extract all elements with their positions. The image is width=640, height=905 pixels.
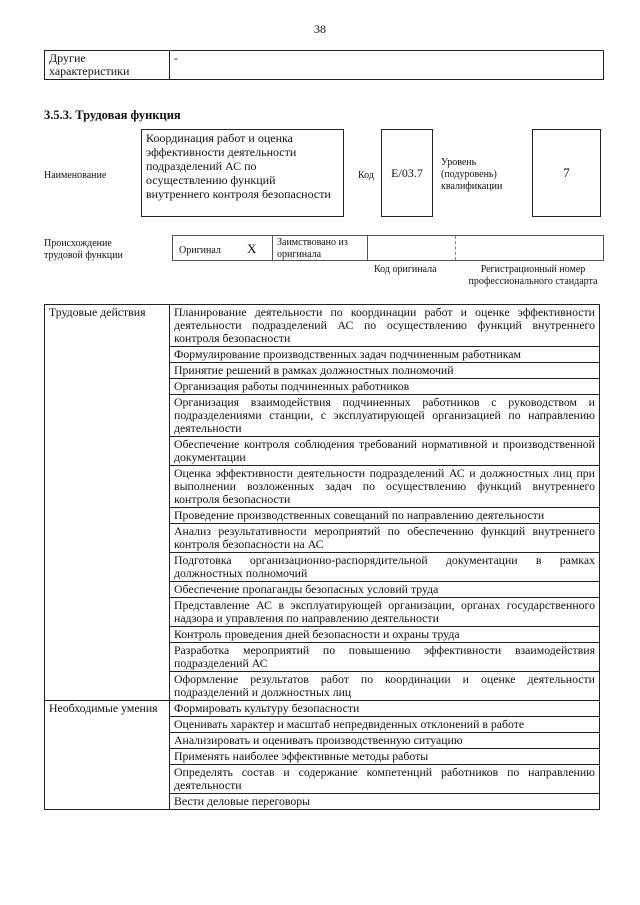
skill-row-text: Применять наиболее эффективные методы работы — [170, 749, 600, 765]
labor-action-row-text: Разработка мероприятий по повышению эффективности взаимодействия подразделений АС — [170, 643, 600, 672]
skills-label: Необходимые умения — [45, 701, 170, 810]
skill-row-text: Оценивать характер и масштаб непредвиденных отклонений в работе — [170, 717, 600, 733]
origin-code-caption: Код оригинала — [374, 264, 437, 275]
skill-row-text: Вести деловые переговоры — [170, 794, 600, 810]
labor-action-row-text: Обеспечение контроля соблюдения требований нормативной и производственной документации — [170, 437, 600, 466]
origin-divider-2 — [367, 235, 368, 261]
page-number: 38 — [314, 22, 326, 36]
level-box — [532, 129, 601, 217]
origin-label: Происхождение трудовой функции — [44, 238, 123, 261]
origin-divider-3 — [455, 236, 456, 260]
labor-action-row-text: Проведение производственных совещаний по направлению деятельности — [170, 508, 600, 524]
labor-action-row — [45, 305, 600, 347]
labor-action-row-text: Обеспечение пропаганды безопасных условий труда — [170, 582, 600, 598]
labor-action-row-text: Планирование деятельности по координации работ и оценке эффективности деятельности подразделений АС по осуществлению функций внутреннего контроля безопасности — [170, 305, 600, 347]
labor-action-row-text: Оценка эффективности деятельности подразделений АС и должностных лиц при выполнении возложенных задач по осуществлению функций внутреннего контроля безопасности — [170, 466, 600, 508]
labor-action-row-text: Анализ результативности мероприятий по обеспечению функций внутреннего контроля безопасности на АС — [170, 524, 600, 553]
level-value: 7 — [563, 165, 570, 180]
labor-action-row-text: Контроль проведения дней безопасности и охраны труда — [170, 627, 600, 643]
labor-action-row-text: Организация взаимодействия подчиненных работников с руководством и подразделениями станции, с эксплуатирующей организацией по направлению деятельности — [170, 395, 600, 437]
skill-row-text: Формировать культуру безопасности — [170, 701, 600, 717]
skill-row-text: Анализировать и оценивать производственную ситуацию — [170, 733, 600, 749]
origin-reg-caption: Регистрационный номер профессионального стандарта — [468, 264, 598, 287]
labor-action-row-text: Принятие решений в рамках должностных полномочий — [170, 363, 600, 379]
labor-action-row-text: Формулирование производственных задач подчиненным работникам — [170, 347, 600, 363]
labor-actions-label: Трудовые действия — [45, 305, 170, 701]
skill-row-text: Определять состав и содержание компетенций работников по направлению деятельности — [170, 765, 600, 794]
code-box — [381, 129, 433, 217]
function-name-text: Координация работ и оценка эффективности деятельности подразделений АС по осуществлению функций внутреннего контроля безопасности — [146, 131, 331, 201]
code-label: Код — [358, 170, 374, 181]
origin-mark: X — [247, 241, 257, 256]
other-characteristics-value: - — [170, 51, 604, 80]
origin-borrowed-label: Заимствовано из оригинала — [277, 237, 348, 260]
labor-action-row-text: Организация работы подчиненных работников — [170, 379, 600, 395]
functions-table — [44, 304, 600, 810]
level-label: Уровень (подуровень) квалификации — [441, 157, 503, 192]
other-characteristics-label: Другие характеристики — [45, 51, 170, 80]
skill-row — [45, 701, 600, 717]
other-characteristics-table — [44, 50, 604, 80]
labor-action-row-text: Представление АС в эксплуатирующей организации, органах государственного надзора и управления по направлению деятельности — [170, 598, 600, 627]
origin-divider-1 — [272, 235, 273, 261]
labor-action-row-text: Подготовка организационно-распорядительной документации в рамках должностных полномочий — [170, 553, 600, 582]
origin-original-label: Оригинал — [179, 245, 221, 256]
labor-action-row-text: Оформление результатов работ по координации и оценке деятельности подразделений и должностных лиц — [170, 672, 600, 701]
origin-row — [172, 235, 604, 261]
code-value: E/03.7 — [391, 166, 423, 180]
name-label: Наименование — [44, 170, 107, 181]
section-title: 3.5.3. Трудовая функция — [44, 108, 181, 122]
function-name-box — [141, 129, 344, 217]
